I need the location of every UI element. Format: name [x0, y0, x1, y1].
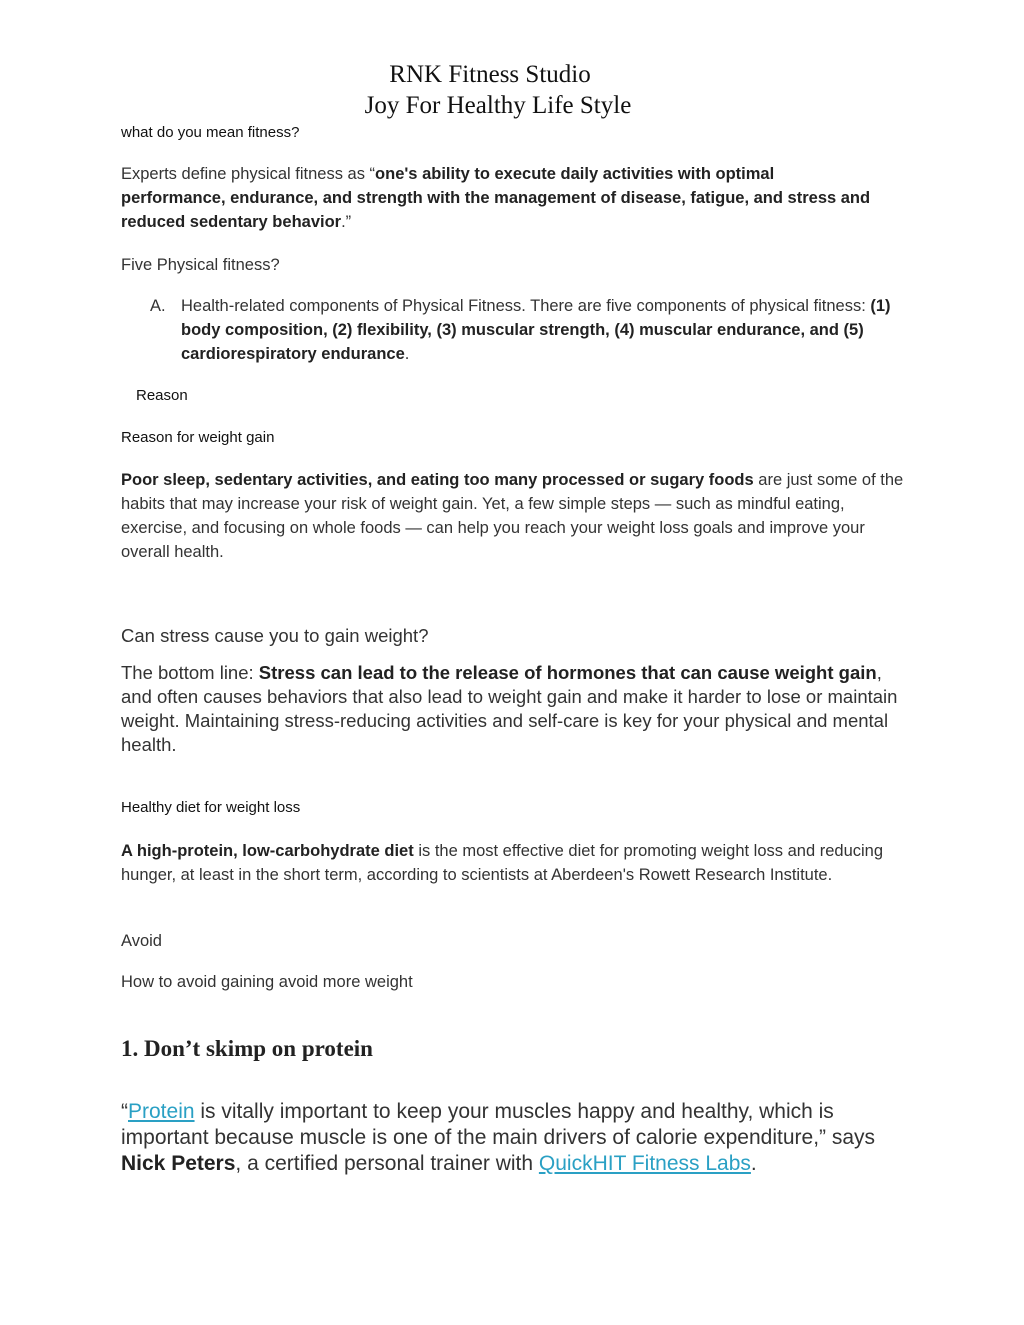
fitness-def-tail: .” [341, 213, 352, 231]
weight-gain-rest: are just some of the habits that may increase your risk of weight gain. Yet, a few simple steps — such as mindful eating, exercise, and focusing on whole foods — can help you reach your weight loss goals and improve your overall health. [121, 471, 904, 561]
reason-label: Reason [136, 387, 188, 404]
fitness-definition [121, 162, 881, 234]
avoid-label: Avoid [121, 932, 162, 950]
list-a-lead: Health-related components of Physical Fitness. There are five components of physical fitness: [181, 297, 871, 315]
weight-gain-paragraph [121, 468, 911, 564]
quickhit-link[interactable]: QuickHIT Fitness Labs [538, 1152, 751, 1175]
fitness-def-lead: Experts define physical fitness as “ [121, 165, 376, 183]
diet-label: Healthy diet for weight loss [121, 799, 301, 816]
question-fitness: what do you mean fitness? [121, 124, 300, 141]
list-a-bold: (1) body composition, (2) flexibility, (3) muscular strength, (4) muscular endurance, and (5) cardiorespiratory endurance [181, 297, 891, 363]
avoid-question: How to avoid gaining avoid more weight [121, 973, 413, 991]
stress-answer-rest: , and often causes behaviors that also lead to weight gain and make it harder to lose or maintain weight. Maintaining stress-reducing activities and self-care is key for your physical and mental health. [121, 662, 898, 755]
quote-mid2: , a certified personal trainer with [235, 1152, 539, 1175]
diet-bold: A high-protein, low-carbohydrate diet [121, 842, 414, 860]
stress-answer-paragraph [121, 661, 906, 757]
weight-gain-bold: Poor sleep, sedentary activities, and eating too many processed or sugary foods [121, 471, 754, 489]
quote-person: Nick Peters [121, 1152, 236, 1175]
section-heading-protein: 1. Don’t skimp on protein [121, 1036, 373, 1061]
quote-mid: is vitally important to keep your muscles happy and healthy, which is important because muscle is one of the main drivers of calorie expenditure,” says [121, 1100, 876, 1149]
diet-rest: is the most effective diet for promoting weight loss and reducing hunger, at least in the short term, according to scientists at Aberdeen's Rowett Research Institute. [121, 842, 884, 884]
list-item-a [181, 294, 901, 366]
quote-open: “ [121, 1100, 128, 1123]
fitness-def-bold: one's ability to execute daily activities with optimal performance, endurance, and strength with the management of disease, fatigue, and stress and reduced sedentary behavior [121, 165, 871, 231]
stress-answer-lead: The bottom line: [121, 662, 259, 683]
five-fitness-question: Five Physical fitness? [121, 256, 280, 274]
list-a-tail: . [404, 345, 410, 363]
studio-title: RNK Fitness Studio [389, 61, 591, 88]
list-marker-a: A. [150, 297, 166, 315]
studio-tagline: Joy For Healthy Life Style [364, 92, 632, 119]
stress-answer-bold: Stress can lead to the release of hormones that can cause weight gain [258, 662, 877, 683]
protein-link[interactable]: Protein [128, 1100, 195, 1123]
diet-paragraph [121, 839, 906, 887]
quote-tail: . [750, 1152, 757, 1175]
reason-weight-gain-label: Reason for weight gain [121, 429, 275, 446]
stress-question: Can stress cause you to gain weight? [121, 625, 429, 646]
protein-quote-paragraph [121, 1099, 911, 1177]
